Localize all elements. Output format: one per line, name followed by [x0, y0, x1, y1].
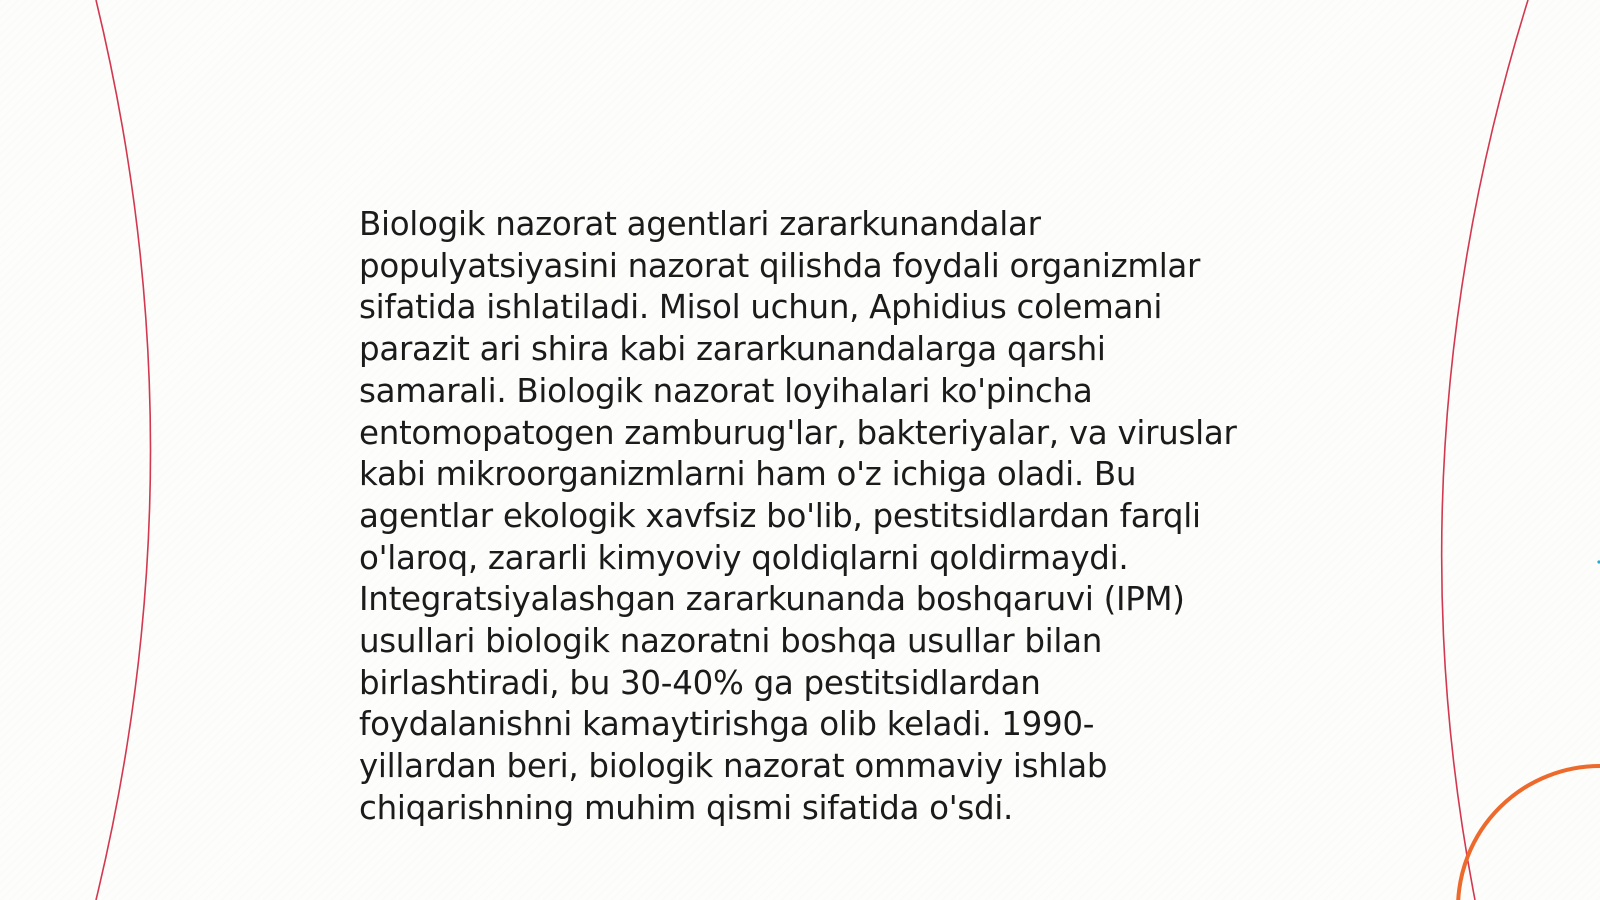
right-curve-line	[1442, 0, 1528, 900]
body-paragraph: Biologik nazorat agentlari zararkunandalar populyatsiyasini nazorat qilishda foydali organizmlar sifatida ishlatiladi. Misol uchun, Aphidius colemani parazit ari shira kabi zararkunandalarga qarshi samarali. Biologik nazorat loyihalari ko'pincha entomopatogen zamburug'lar, bakteriyalar, va viruslar kabi mikroorganizmlarni ham o'z ichiga oladi. Bu agentlar ekologik xavfsiz bo'lib, pestitsidlardan farqli o'laroq, zararli kimyoviy qoldiqlarni qoldirmaydi. Integratsiyalashgan zararkunanda boshqaruvi (IPM) usullari biologik nazoratni boshqa usullar bilan birlashtiradi, bu 30-40% ga pestitsidlardan foydalanishni kamaytirishga olib keladi. 1990- yillardan beri, biologik nazorat ommaviy ishlab chiqarishning muhim qismi sifatida o'sdi.	[359, 205, 1237, 827]
orange-circle-outline	[1458, 766, 1600, 900]
left-curve-line	[96, 0, 151, 900]
